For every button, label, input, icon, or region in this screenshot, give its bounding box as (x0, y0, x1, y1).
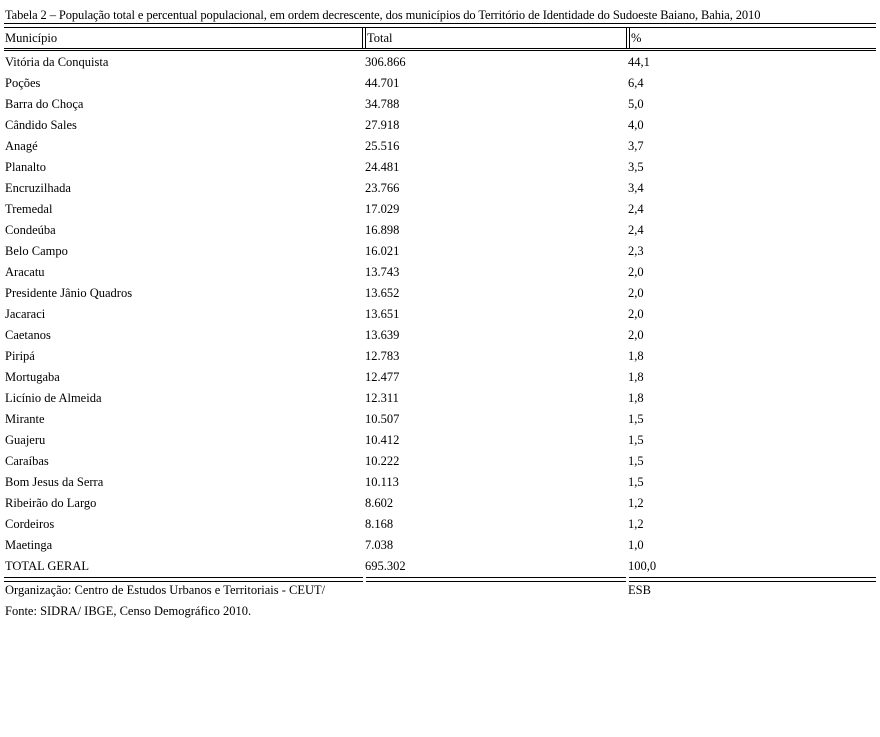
table-row (4, 136, 876, 157)
table-row (4, 220, 876, 241)
cell-municipio: Ribeirão do Largo (5, 496, 97, 510)
cell-total: 12.783 (365, 349, 400, 363)
cell-percent: 1,8 (628, 349, 644, 363)
cell-municipio: Licínio de Almeida (5, 391, 102, 405)
cell-municipio: Presidente Jânio Quadros (5, 286, 133, 300)
cell-total: 44.701 (365, 76, 400, 90)
cell-municipio: Mirante (5, 412, 45, 426)
cell-municipio: Mortugaba (5, 370, 60, 384)
table-row (4, 451, 876, 472)
cell-total: 27.918 (365, 118, 400, 132)
table-row (4, 73, 876, 94)
cell-percent: 1,0 (628, 538, 644, 552)
cell-municipio: Barra do Choça (5, 97, 84, 111)
cell-percent: 3,4 (628, 181, 644, 195)
cell-municipio: Piripá (5, 349, 35, 363)
cell-total: 306.866 (365, 55, 406, 69)
cell-municipio: Guajeru (5, 433, 46, 447)
cell-municipio: Belo Campo (5, 244, 68, 258)
cell-total: 13.651 (365, 307, 400, 321)
table-row (4, 94, 876, 115)
cell-percent: 4,0 (628, 118, 644, 132)
cell-total: 10.222 (365, 454, 400, 468)
cell-total: 16.021 (365, 244, 400, 258)
cell-percent: 1,2 (628, 517, 644, 531)
organization-text: Organização: Centro de Estudos Urbanos e Territoriais - CEUT/ (5, 583, 326, 597)
total-percent: 100,0 (628, 559, 657, 573)
cell-percent: 2,3 (628, 244, 644, 258)
source-text: Fonte: SIDRA/ IBGE, Censo Demográfico 2010. (5, 604, 252, 618)
table-row (4, 535, 876, 556)
cell-municipio: Condeúba (5, 223, 56, 237)
table-row (4, 178, 876, 199)
cell-municipio: Tremedal (5, 202, 53, 216)
table-row (4, 241, 876, 262)
cell-percent: 1,2 (628, 496, 644, 510)
table-row (4, 199, 876, 220)
total-label: TOTAL GERAL (5, 559, 90, 573)
table-row (4, 388, 876, 409)
table-row (4, 409, 876, 430)
cell-total: 23.766 (365, 181, 400, 195)
cell-municipio: Bom Jesus da Serra (5, 475, 104, 489)
table-caption: Tabela 2 – População total e percentual populacional, em ordem decrescente, dos municípios do Território de Identidade do Sudoeste Baiano, Bahia, 2010 (5, 8, 761, 22)
column-header-total: Total (365, 28, 627, 48)
cell-percent: 5,0 (628, 97, 644, 111)
cell-total: 13.652 (365, 286, 400, 300)
cell-total: 8.602 (365, 496, 394, 510)
cell-percent: 1,8 (628, 391, 644, 405)
organization-suffix: ESB (628, 583, 651, 597)
cell-municipio: Caraíbas (5, 454, 49, 468)
cell-total: 24.481 (365, 160, 400, 174)
cell-total: 13.639 (365, 328, 400, 342)
cell-percent: 2,4 (628, 223, 644, 237)
cell-percent: 3,5 (628, 160, 644, 174)
cell-municipio: Poções (5, 76, 41, 90)
table-row (4, 157, 876, 178)
cell-percent: 1,5 (628, 433, 644, 447)
table-row (4, 367, 876, 388)
cell-total: 10.507 (365, 412, 400, 426)
column-header-municipio: Município (4, 28, 363, 48)
table-notes (5, 580, 877, 622)
table-row (4, 304, 876, 325)
cell-percent: 2,0 (628, 265, 644, 279)
table-row (4, 52, 876, 73)
cell-municipio: Aracatu (5, 265, 45, 279)
cell-municipio: Caetanos (5, 328, 51, 342)
table-row (4, 262, 876, 283)
cell-percent: 3,7 (628, 139, 644, 153)
cell-total: 8.168 (365, 517, 394, 531)
cell-total: 17.029 (365, 202, 400, 216)
table-row (4, 115, 876, 136)
cell-percent: 6,4 (628, 76, 644, 90)
cell-percent: 44,1 (628, 55, 650, 69)
cell-total: 10.113 (365, 475, 399, 489)
table-row (4, 325, 876, 346)
table-total-row (4, 556, 876, 577)
cell-municipio: Anagé (5, 139, 38, 153)
cell-percent: 1,5 (628, 454, 644, 468)
cell-total: 25.516 (365, 139, 400, 153)
cell-municipio: Maetinga (5, 538, 53, 552)
table-row (4, 430, 876, 451)
cell-total: 12.311 (365, 391, 399, 405)
cell-total: 16.898 (365, 223, 400, 237)
cell-percent: 1,5 (628, 412, 644, 426)
organization-note (5, 580, 877, 601)
cell-percent: 2,0 (628, 307, 644, 321)
table-header (4, 23, 876, 51)
cell-total: 10.412 (365, 433, 400, 447)
cell-municipio: Cordeiros (5, 517, 55, 531)
table-row (4, 514, 876, 535)
table-row (4, 493, 876, 514)
cell-percent: 1,8 (628, 370, 644, 384)
total-value: 695.302 (365, 559, 406, 573)
cell-percent: 2,4 (628, 202, 644, 216)
cell-municipio: Cândido Sales (5, 118, 77, 132)
cell-total: 7.038 (365, 538, 394, 552)
table-body (4, 51, 876, 577)
cell-municipio: Planalto (5, 160, 46, 174)
source-note (5, 601, 877, 622)
table-row (4, 283, 876, 304)
column-header-percent: % (629, 28, 876, 48)
table-row (4, 472, 876, 493)
cell-total: 34.788 (365, 97, 400, 111)
population-table (4, 23, 876, 582)
cell-percent: 2,0 (628, 286, 644, 300)
cell-municipio: Encruzilhada (5, 181, 71, 195)
cell-percent: 1,5 (628, 475, 644, 489)
cell-total: 13.743 (365, 265, 400, 279)
table-row (4, 346, 876, 367)
cell-municipio: Jacaraci (5, 307, 46, 321)
cell-total: 12.477 (365, 370, 400, 384)
cell-percent: 2,0 (628, 328, 644, 342)
cell-municipio: Vitória da Conquista (5, 55, 109, 69)
